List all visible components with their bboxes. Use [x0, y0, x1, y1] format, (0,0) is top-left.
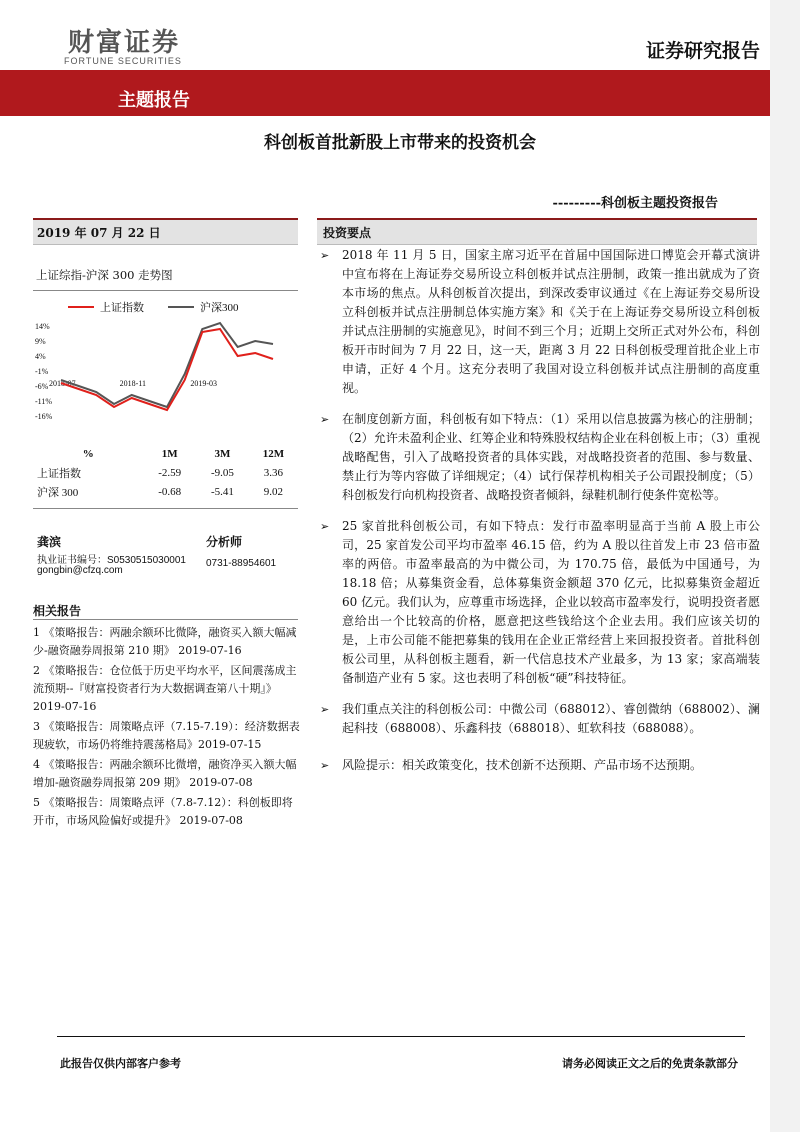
x-tick-label: 2018-07 — [49, 379, 76, 388]
related-report-item[interactable]: 5 《策略报告：周策略点评（7.8-7.12）：科创板即将开市，市场风险偏好或提升》 2019-07-08 — [33, 796, 293, 827]
date-header — [33, 218, 298, 245]
section-banner — [0, 70, 770, 116]
company-logo-english: FORTUNE SECURITIES — [64, 56, 182, 66]
key-point-text: 在制度创新方面，科创板有如下特点：（1）采用以信息披露为核心的注册制；（2）允许未盈利企业、红筹企业和特殊股权结构企业在科创板上市；（3）重视战略配售，引入了战略投资者的具体实践，对战略投资者的范围、参与数量、禁止行为等内容做了详细规定；（4）试行保荐机构相关子公司跟投制度；（5）科创板发行向机构投资者、战略投资者倾斜，绿鞋机制行使条件宽松等。 — [342, 412, 760, 502]
key-point-item — [320, 756, 760, 775]
chart-title: 上证综指-沪深 300 走势图 — [36, 268, 173, 282]
y-tick-label: -1% — [35, 367, 49, 376]
related-report-item[interactable]: 1 《策略报告：两融余额环比微降，融资买入额大幅减少-融资融券周报第 210 期》 2019-07-16 — [33, 626, 297, 657]
table-cell: -2.59 — [158, 466, 182, 479]
table-row — [33, 463, 298, 482]
footer-disclaimer-right: 请务必阅读正文之后的免责条款部分 — [562, 1057, 738, 1070]
analyst-role: 分析师 — [206, 535, 243, 549]
table-cell: -9.05 — [210, 466, 234, 479]
analyst-cert: 执业证书编号：S0530515030001 — [37, 555, 186, 566]
key-point-item — [320, 700, 760, 738]
table-cell: -5.41 — [210, 485, 234, 498]
series-line — [61, 329, 273, 410]
arrow-bullet-icon: ➢ — [320, 249, 330, 262]
key-point-text: 25 家首批科创板公司，有如下特点：发行市盈率明显高于当前 A 股上市公司，25 家首发公司平均市盈率 46.15 倍，约为 A 股以往首发上市 23 倍市盈率的两倍。市盈率最高的为中微公司，为 170.75 倍，最低为中国通号，为 18.18 倍；从募集资金看，总体募集资金额超 370 亿元，比拟募集资金超近 60 亿元。我们认为，应尊重市场选择，企业以较高市盈率发行，说明投资者愿意给出一个比较高的价格，愿意把这些钱给这个企业去用。我们应该关切的是，上市公司能不能把募集的钱用在企业正常经营上来回报投资者。首批科创板公司里，从科创板主题看，新一代信息技术产业最多，为 13 家；家高端装备制造产业有 5 家。这也表明了科创板“硬”科技特征。 — [342, 519, 760, 685]
arrow-bullet-icon: ➢ — [320, 413, 330, 426]
key-points-list — [320, 246, 760, 787]
table-cell: 沪深 300 — [37, 486, 79, 499]
arrow-bullet-icon: ➢ — [320, 520, 330, 533]
y-tick-label: -11% — [35, 397, 53, 406]
legend-label: 沪深300 — [200, 302, 239, 314]
performance-table — [33, 444, 298, 501]
arrow-bullet-icon: ➢ — [320, 759, 330, 772]
analyst-name: 龚滨 — [37, 535, 62, 549]
key-points-header — [317, 218, 757, 245]
col-header: 3M — [214, 447, 231, 460]
report-date: 2019 年 07 月 22 日 — [37, 226, 161, 240]
key-point-text: 2018 年 11 月 5 日，国家主席习近平在首届中国国际进口博览会开幕式演讲中宣布将在上海证券交易所设立科创板并试点注册制，政策一推出就成为了资本市场的焦点。从科创板首次提出，到深改委审议通过《在上海证券交易所设立科创板并试点注册制总体实施方案》和《关于在上海证券交易所设立科创板并试点注册制的实施意见》，时间不到三个月；近期上交所正式对外公布，科创板开市时间为 7 月 22 日，这一天，距离 3 月 22 日科创板受理首批企业上市申请，正好 4 个月。这充分表明了我国对设立科创板并试点注册制的高度重视。 — [342, 248, 760, 395]
y-tick-label: 9% — [35, 337, 46, 346]
key-point-item — [320, 517, 760, 688]
report-type: 证券研究报告 — [645, 40, 760, 62]
key-point-text: 风险提示：相关政策变化，技术创新不达预期、产品市场不达预期。 — [342, 758, 703, 772]
table-cell: 9.02 — [263, 485, 284, 498]
analyst-phone: 0731-88954601 — [206, 558, 277, 569]
footer-divider — [57, 1036, 745, 1037]
analyst-email[interactable]: gongbin@cfzq.com — [37, 565, 123, 576]
table-header-row — [33, 444, 298, 463]
table-row — [33, 482, 298, 501]
key-point-item — [320, 246, 760, 398]
table-cell: 3.36 — [263, 466, 284, 479]
divider — [33, 619, 298, 620]
report-subtitle: ---------科创板主题投资报告 — [552, 196, 718, 211]
y-tick-label: -16% — [35, 412, 53, 421]
x-tick-label: 2018-11 — [119, 379, 147, 388]
right-margin-strip — [770, 0, 800, 1132]
y-tick-label: 14% — [35, 322, 50, 331]
related-report-item[interactable]: 2 《策略报告：仓位低于历史平均水平，区间震荡成主流预期--『财富投资者行为大数据调查第八十期』》 2019-07-16 — [33, 664, 297, 713]
related-report-item[interactable]: 4 《策略报告：两融余额环比微增，融资净买入额大幅增加-融资融券周报第 209 期》 2019-07-08 — [33, 758, 297, 789]
col-header: 12M — [262, 447, 285, 460]
report-title: 科创板首批新股上市带来的投资机会 — [264, 133, 536, 153]
y-tick-label: 4% — [35, 352, 46, 361]
divider — [33, 290, 298, 291]
key-points-heading: 投资要点 — [323, 226, 372, 240]
table-cell: 上证指数 — [37, 467, 81, 480]
company-logo: 财富证券 — [68, 28, 181, 58]
table-cell: -0.68 — [158, 485, 182, 498]
related-report-item[interactable]: 3 《策略报告：周策略点评（7.15-7.19）：经济数据表现疲软，市场仍将维持震荡格局》2019-07-15 — [33, 720, 300, 751]
col-header: 1M — [161, 447, 178, 460]
divider — [33, 508, 298, 509]
section-label: 主题报告 — [118, 90, 190, 111]
col-header: % — [82, 447, 94, 460]
y-tick-label: -6% — [35, 382, 49, 391]
key-point-item — [320, 410, 760, 505]
footer-disclaimer-left: 此报告仅供内部客户参考 — [60, 1057, 181, 1070]
legend-label: 上证指数 — [100, 302, 144, 314]
key-point-text: 我们重点关注的科创板公司：中微公司（688012）、睿创微纳（688002）、澜起科技（688008）、乐鑫科技（688018）、虹软科技（688088）。 — [342, 702, 760, 735]
x-tick-label: 2019-03 — [190, 379, 218, 388]
related-reports-list — [33, 624, 301, 832]
related-reports-heading: 相关报告 — [33, 604, 82, 618]
arrow-bullet-icon: ➢ — [320, 703, 330, 716]
index-trend-chart — [33, 296, 298, 428]
